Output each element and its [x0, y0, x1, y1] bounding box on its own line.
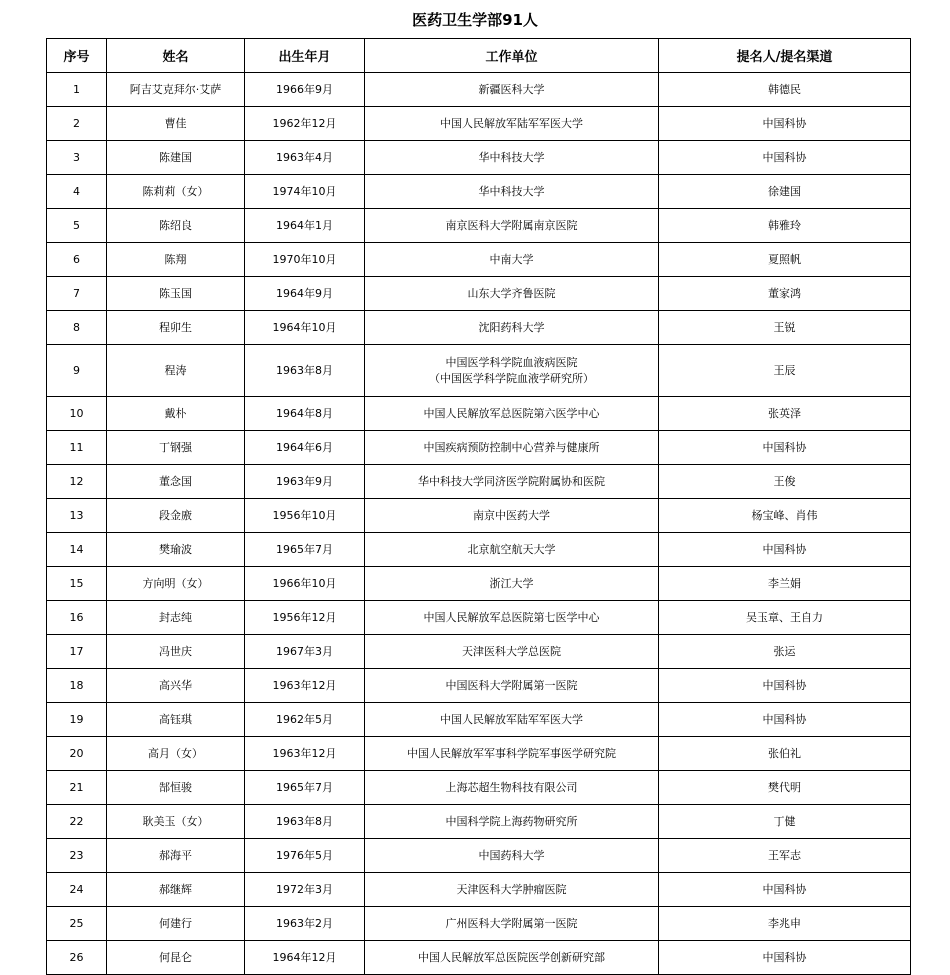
table-row — [47, 805, 911, 839]
cell-nominator: 徐建国 — [659, 175, 911, 209]
cell-unit-line-2: （中国医学科学院血液学研究所） — [429, 371, 594, 385]
cell-unit — [365, 533, 659, 567]
cell-nominator: 韩雅玲 — [659, 209, 911, 243]
cell-name: 耿美玉（女） — [107, 805, 245, 839]
table-row — [47, 311, 911, 345]
cell-name: 高月（女） — [107, 737, 245, 771]
cell-birth: 1962年12月 — [245, 107, 365, 141]
cell-birth: 1963年9月 — [245, 465, 365, 499]
cell-name: 何建行 — [107, 907, 245, 941]
table-row — [47, 465, 911, 499]
table-row — [47, 107, 911, 141]
cell-name: 冯世庆 — [107, 635, 245, 669]
cell-no: 19 — [47, 703, 107, 737]
cell-unit-line: 华中科技大学同济医学院附属协和医院 — [418, 474, 605, 488]
table-row — [47, 703, 911, 737]
cell-no: 2 — [47, 107, 107, 141]
cell-name: 陈玉国 — [107, 277, 245, 311]
table-row — [47, 175, 911, 209]
cell-unit-line: 中国人民解放军总医院第六医学中心 — [423, 406, 600, 420]
cell-name: 戴朴 — [107, 397, 245, 431]
cell-unit — [365, 209, 659, 243]
cell-nominator: 丁健 — [659, 805, 911, 839]
cell-name: 陈建国 — [107, 141, 245, 175]
table-row — [47, 277, 911, 311]
cell-birth: 1956年10月 — [245, 499, 365, 533]
cell-name: 程卯生 — [107, 311, 245, 345]
cell-no: 15 — [47, 567, 107, 601]
cell-no: 8 — [47, 311, 107, 345]
cell-unit-line: 中国人民解放军陆军军医大学 — [440, 116, 583, 130]
table-row — [47, 601, 911, 635]
cell-unit — [365, 873, 659, 907]
cell-unit — [365, 397, 659, 431]
table-row — [47, 907, 911, 941]
header-birth: 出生年月 — [245, 39, 365, 73]
cell-name: 陈绍良 — [107, 209, 245, 243]
cell-unit — [365, 73, 659, 107]
cell-birth: 1964年1月 — [245, 209, 365, 243]
cell-nominator: 中国科协 — [659, 141, 911, 175]
table-row — [47, 73, 911, 107]
cell-birth: 1963年8月 — [245, 805, 365, 839]
cell-nominator: 张伯礼 — [659, 737, 911, 771]
cell-unit — [365, 839, 659, 873]
cell-name: 封志纯 — [107, 601, 245, 635]
cell-unit-line: 中国人民解放军陆军军医大学 — [440, 712, 583, 726]
table-row — [47, 431, 911, 465]
header-unit: 工作单位 — [365, 39, 659, 73]
table-row — [47, 839, 911, 873]
cell-unit — [365, 907, 659, 941]
header-nominator: 提名人/提名渠道 — [659, 39, 911, 73]
cell-birth: 1963年2月 — [245, 907, 365, 941]
cell-unit — [365, 805, 659, 839]
cell-unit-line: 天津医科大学总医院 — [462, 644, 561, 658]
page-title: 医药卫生学部91人 — [412, 11, 538, 29]
cell-unit — [365, 771, 659, 805]
table-row — [47, 737, 911, 771]
cell-nominator: 夏照帆 — [659, 243, 911, 277]
cell-name: 何昆仑 — [107, 941, 245, 975]
cell-birth: 1966年9月 — [245, 73, 365, 107]
cell-birth: 1964年6月 — [245, 431, 365, 465]
cell-nominator: 王辰 — [659, 345, 911, 397]
cell-unit-line: 中国医科大学附属第一医院 — [445, 678, 578, 692]
cell-unit — [365, 141, 659, 175]
cell-no: 16 — [47, 601, 107, 635]
cell-unit-line: 华中科技大学 — [478, 184, 545, 198]
cell-birth: 1965年7月 — [245, 533, 365, 567]
cell-nominator: 中国科协 — [659, 669, 911, 703]
table-row — [47, 873, 911, 907]
cell-name: 高钰琪 — [107, 703, 245, 737]
cell-unit-line: 广州医科大学附属第一医院 — [445, 916, 578, 930]
cell-unit-line: 浙江大学 — [489, 576, 534, 590]
cell-unit — [365, 567, 659, 601]
cell-unit-line: 北京航空航天大学 — [467, 542, 556, 556]
table-row — [47, 345, 911, 397]
cell-nominator: 杨宝峰、肖伟 — [659, 499, 911, 533]
cell-unit — [365, 107, 659, 141]
cell-unit-line: 中国医学科学院血液病医院 — [445, 355, 578, 369]
header-name: 姓名 — [107, 39, 245, 73]
cell-no: 4 — [47, 175, 107, 209]
cell-no: 11 — [47, 431, 107, 465]
cell-name: 郝海平 — [107, 839, 245, 873]
cell-no: 7 — [47, 277, 107, 311]
cell-name: 程涛 — [107, 345, 245, 397]
cell-nominator: 王锐 — [659, 311, 911, 345]
cell-unit — [365, 431, 659, 465]
cell-birth: 1965年7月 — [245, 771, 365, 805]
cell-unit-line: 沈阳药科大学 — [478, 320, 545, 334]
cell-no: 25 — [47, 907, 107, 941]
cell-unit — [365, 465, 659, 499]
cell-name: 董念国 — [107, 465, 245, 499]
cell-name: 段金廒 — [107, 499, 245, 533]
cell-no: 21 — [47, 771, 107, 805]
cell-nominator: 王军志 — [659, 839, 911, 873]
cell-no: 22 — [47, 805, 107, 839]
cell-unit-line: 上海芯超生物科技有限公司 — [445, 780, 578, 794]
cell-no: 20 — [47, 737, 107, 771]
cell-birth: 1963年12月 — [245, 669, 365, 703]
cell-no: 5 — [47, 209, 107, 243]
cell-name: 阿吉艾克拜尔·艾萨 — [107, 73, 245, 107]
cell-name: 陈翔 — [107, 243, 245, 277]
table-header-row — [47, 39, 911, 73]
cell-birth: 1970年10月 — [245, 243, 365, 277]
table-row — [47, 771, 911, 805]
cell-nominator: 樊代明 — [659, 771, 911, 805]
cell-name: 樊瑜波 — [107, 533, 245, 567]
cell-nominator: 张运 — [659, 635, 911, 669]
cell-no: 23 — [47, 839, 107, 873]
table-row — [47, 397, 911, 431]
cell-birth: 1963年8月 — [245, 345, 365, 397]
cell-no: 17 — [47, 635, 107, 669]
cell-unit-line: 华中科技大学 — [478, 150, 545, 164]
cell-birth: 1976年5月 — [245, 839, 365, 873]
table-row — [47, 635, 911, 669]
cell-unit — [365, 499, 659, 533]
cell-unit — [365, 703, 659, 737]
cell-unit-line: 中国药科大学 — [478, 848, 545, 862]
cell-nominator: 中国科协 — [659, 533, 911, 567]
cell-no: 9 — [47, 345, 107, 397]
cell-unit-line: 南京中医药大学 — [473, 508, 550, 522]
cell-unit — [365, 601, 659, 635]
cell-birth: 1962年5月 — [245, 703, 365, 737]
cell-name: 方向明（女） — [107, 567, 245, 601]
cell-no: 18 — [47, 669, 107, 703]
cell-unit — [365, 941, 659, 975]
cell-no: 1 — [47, 73, 107, 107]
cell-unit-line: 中国人民解放军总医院医学创新研究部 — [418, 950, 605, 964]
cell-unit — [365, 311, 659, 345]
cell-unit-line: 山东大学齐鲁医院 — [467, 286, 556, 300]
cell-unit-line: 南京医科大学附属南京医院 — [445, 218, 578, 232]
table-row — [47, 567, 911, 601]
cell-birth: 1956年12月 — [245, 601, 365, 635]
header-no: 序号 — [47, 39, 107, 73]
cell-nominator: 李兆申 — [659, 907, 911, 941]
cell-name: 郜恒骏 — [107, 771, 245, 805]
cell-unit — [365, 277, 659, 311]
table-row — [47, 499, 911, 533]
cell-name: 郝继辉 — [107, 873, 245, 907]
cell-birth: 1964年8月 — [245, 397, 365, 431]
cell-name: 丁钢强 — [107, 431, 245, 465]
cell-unit-line: 中国科学院上海药物研究所 — [445, 814, 578, 828]
table-row — [47, 209, 911, 243]
table-row — [47, 243, 911, 277]
table-row — [47, 669, 911, 703]
cell-nominator: 董家鸿 — [659, 277, 911, 311]
cell-no: 12 — [47, 465, 107, 499]
cell-unit — [365, 669, 659, 703]
cell-name: 高兴华 — [107, 669, 245, 703]
cell-nominator: 中国科协 — [659, 703, 911, 737]
cell-no: 13 — [47, 499, 107, 533]
cell-nominator: 张英泽 — [659, 397, 911, 431]
cell-unit — [365, 737, 659, 771]
cell-unit-line: 中国人民解放军军事科学院军事医学研究院 — [407, 746, 616, 760]
cell-birth: 1964年10月 — [245, 311, 365, 345]
cell-no: 26 — [47, 941, 107, 975]
cell-nominator: 中国科协 — [659, 873, 911, 907]
cell-nominator: 中国科协 — [659, 941, 911, 975]
cell-birth: 1964年12月 — [245, 941, 365, 975]
cell-nominator: 李兰娟 — [659, 567, 911, 601]
cell-unit-line: 新疆医科大学 — [478, 82, 545, 96]
cell-unit-line: 中国疾病预防控制中心营养与健康所 — [423, 440, 600, 454]
cell-nominator: 王俊 — [659, 465, 911, 499]
cell-nominator: 韩德民 — [659, 73, 911, 107]
cell-unit — [365, 635, 659, 669]
cell-no: 3 — [47, 141, 107, 175]
cell-no: 14 — [47, 533, 107, 567]
cell-unit-line: 中国人民解放军总医院第七医学中心 — [423, 610, 600, 624]
cell-unit — [365, 243, 659, 277]
cell-no: 6 — [47, 243, 107, 277]
cell-name: 曹佳 — [107, 107, 245, 141]
cell-nominator: 中国科协 — [659, 107, 911, 141]
cell-no: 24 — [47, 873, 107, 907]
cell-birth: 1972年3月 — [245, 873, 365, 907]
cell-birth: 1967年3月 — [245, 635, 365, 669]
cell-birth: 1974年10月 — [245, 175, 365, 209]
cell-nominator: 中国科协 — [659, 431, 911, 465]
cell-nominator: 吴玉章、王自力 — [659, 601, 911, 635]
cell-birth: 1966年10月 — [245, 567, 365, 601]
cell-birth: 1963年4月 — [245, 141, 365, 175]
cell-birth: 1963年12月 — [245, 737, 365, 771]
cell-name: 陈莉莉（女） — [107, 175, 245, 209]
nominee-table — [46, 38, 911, 975]
table-row — [47, 941, 911, 975]
table-row — [47, 533, 911, 567]
cell-unit — [365, 175, 659, 209]
table-row — [47, 141, 911, 175]
cell-unit-line: 天津医科大学肿瘤医院 — [456, 882, 567, 896]
cell-birth: 1964年9月 — [245, 277, 365, 311]
cell-unit — [365, 345, 659, 397]
cell-unit-line: 中南大学 — [489, 252, 534, 266]
cell-no: 10 — [47, 397, 107, 431]
